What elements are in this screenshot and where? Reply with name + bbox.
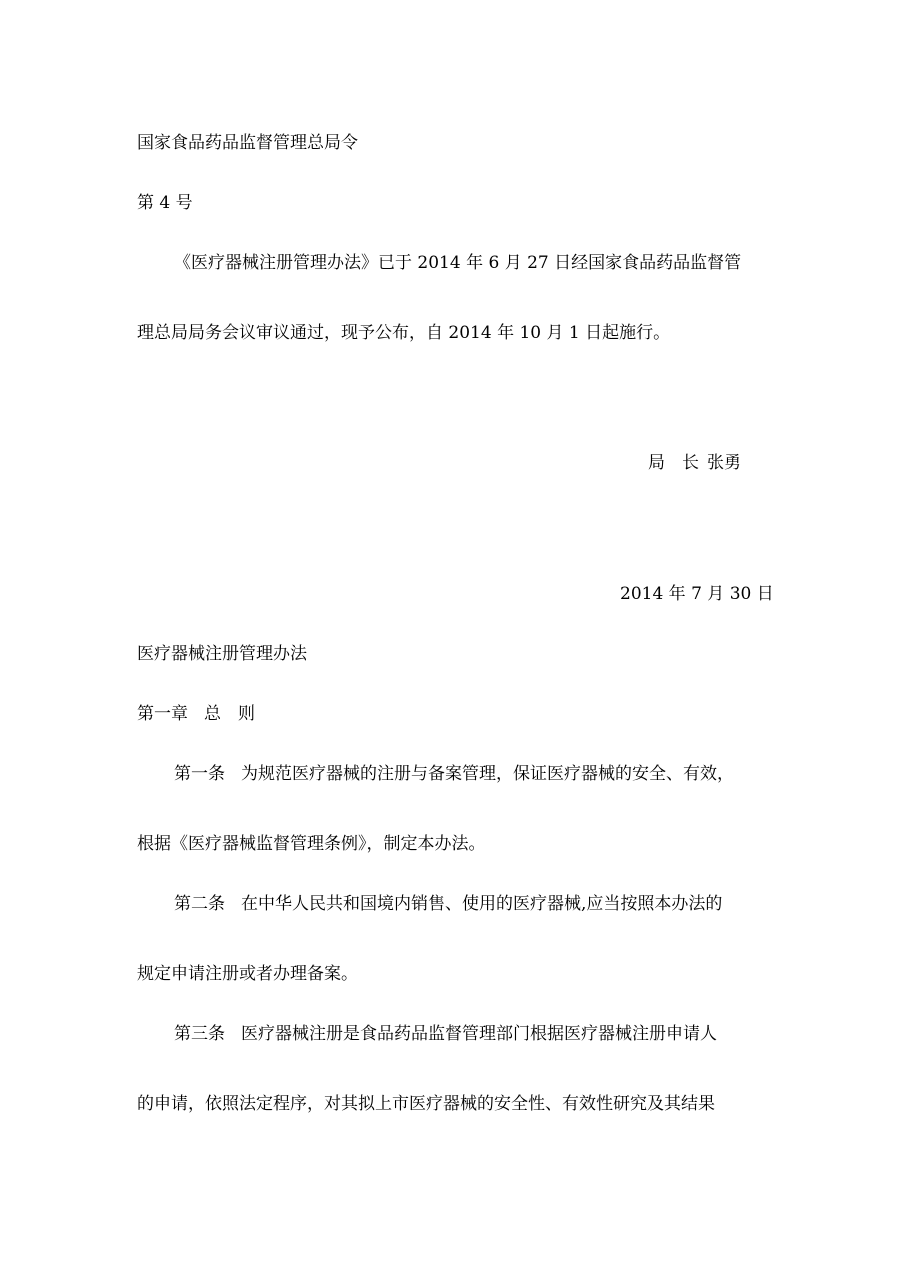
article-3-line-2: 的申请，依照法定程序，对其拟上市医疗器械的安全性、有效性研究及其结果 (137, 1094, 715, 1114)
article-1-text: 为规范医疗器械的注册与备案管理，保证医疗器械的安全、有效， (241, 764, 734, 784)
signature-name: 张勇 (707, 453, 741, 473)
article-2-line-2: 规定申请注册或者办理备案。 (137, 964, 358, 984)
regulation-title: 医疗器械注册管理办法 (137, 644, 307, 664)
chapter-heading (137, 703, 255, 725)
article-2-text: 在中华人民共和国境内销售、使用的医疗器械,应当按照本办法的 (241, 894, 723, 914)
signature-title: 局 长 (648, 453, 699, 473)
decree-number: 第 4 号 (137, 193, 193, 213)
article-1-line-1 (174, 763, 734, 785)
announcement-line-1: 《医疗器械注册管理办法》已于 2014 年 6 月 27 日经国家食品药品监督管 (174, 253, 742, 273)
announcement-line-2: 理总局局务会议审议通过，现予公布，自 2014 年 10 月 1 日起施行。 (137, 323, 671, 343)
decree-issuer: 国家食品药品监督管理总局令 (137, 133, 358, 153)
article-1-label: 第一条 (174, 764, 225, 784)
article-3-label: 第三条 (174, 1024, 225, 1044)
article-3-line-1 (174, 1023, 717, 1045)
article-3-text: 医疗器械注册是食品药品监督管理部门根据医疗器械注册申请人 (241, 1024, 717, 1044)
signature-block (648, 452, 741, 474)
article-2-line-1 (174, 893, 722, 915)
article-1-line-2: 根据《医疗器械监督管理条例》，制定本办法。 (137, 834, 486, 854)
chapter-title: 总 则 (204, 704, 255, 724)
chapter-label: 第一章 (137, 704, 188, 724)
signature-date: 2014 年 7 月 30 日 (620, 584, 774, 604)
article-2-label: 第二条 (174, 894, 225, 914)
